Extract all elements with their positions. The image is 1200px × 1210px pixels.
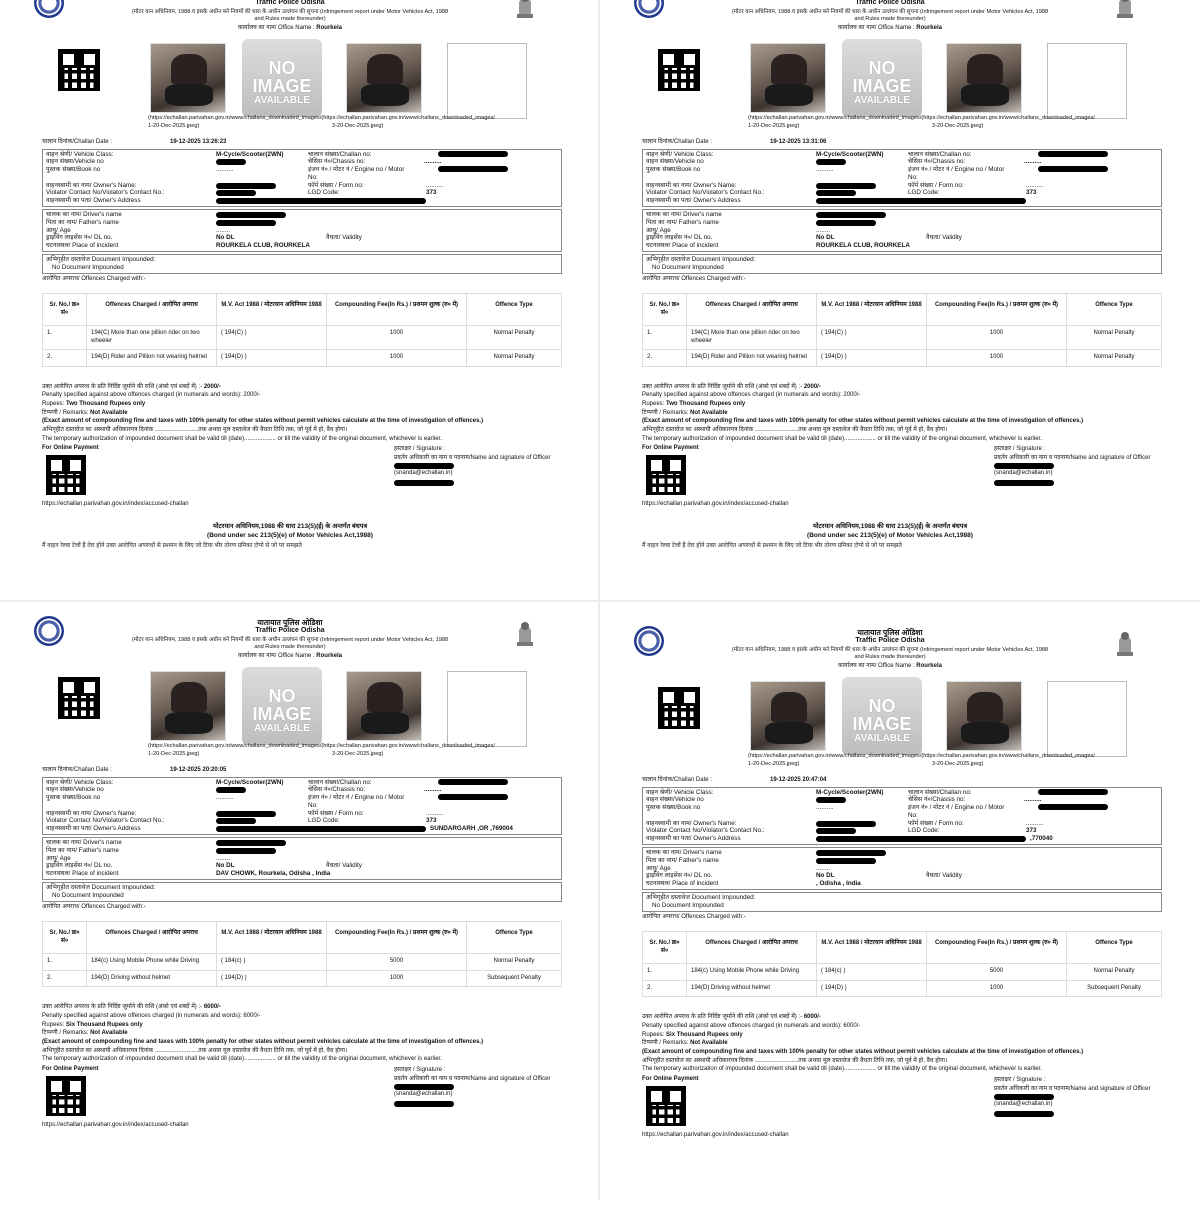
- offence-type: Normal Penalty: [467, 954, 562, 971]
- offences-label: आरोपित अपराध/ Offences Charged with:-: [642, 275, 746, 282]
- vehicle-owner-box: वाहन श्रेणी/ Vehicle Class: M-Cycle/Scooter(2WN) चालान संख्या/Challan no: वाहन संख्या/Vehicle no चेसिस नं०/Chassis no: .......... पुस्तक संख्या/Book no .......... इंजन नं० / मोटर नं / Engine no / Motor No: वाहनस्वामी का नाम/ Owner's Name: फॉर्म संख्या / Form no: .......... Violator Contact No/Violator's Contact No.: LGD Code: 373 वाहनस्वामी का पता/ Owner's Address ,770040: [642, 787, 1162, 846]
- offence-act: ( 194(D) ): [817, 980, 927, 997]
- offence-fee: 5000: [927, 964, 1067, 981]
- offences-label: आरोपित अपराध/ Offences Charged with:-: [42, 275, 146, 282]
- image-url-caption: (https://echallan.parivahan.gov.in/www/challans_downloaded_images/(https://echallan.parivahan.gov.in/www/challans_downloaded_images/: [748, 114, 1095, 121]
- offence-off: 184(c) Using Mobile Phone while Driving: [87, 954, 217, 971]
- evidence-images: [10, 39, 570, 129]
- redacted-officer: [994, 1094, 1054, 1100]
- officer-signature: हस्ताक्षर / Signature : प्रवर्तन अधिकारी का नाम व पदनाम/Name and signature of Officer (snanda@echallan.in): [994, 1076, 1150, 1115]
- offence-type: Normal Penalty: [467, 350, 562, 367]
- national-emblem-icon: [514, 0, 536, 20]
- driver-box: चालक का नाम/ Driver's name पिता का नाम/ Father's name आयु/ Age ........ ड्राइविंग लाइसेंस नं०/ DL no. No DL वैधता/ Validity घटनास्थल/ Place of incident ROURKELA CLUB, ROURKELA: [642, 209, 1162, 252]
- challan-header: [10, 610, 570, 652]
- redacted-signature: [394, 1101, 454, 1107]
- redacted-contact: [216, 190, 256, 196]
- offence-row: [643, 350, 1162, 367]
- online-payment-label: For Online Payment: [42, 445, 99, 452]
- image-file-1: 1-20-Dec-2025.jpeg): [748, 760, 800, 767]
- redacted-father: [216, 848, 276, 854]
- payment-qr-icon[interactable]: [646, 455, 686, 495]
- image-url-caption: (https://echallan.parivahan.gov.in/www/challans_downloaded_images/(https://echallan.parivahan.gov.in/www/challans_downloaded_images/: [148, 742, 495, 749]
- qr-code-icon: [658, 687, 700, 729]
- title-english: Traffic Police Odisha: [255, 627, 325, 635]
- payment-section: [42, 1066, 570, 1136]
- header-subtitle: (मोटर यान अधिनियम, 1988 व इसके अधीन बने नियमों की धारा के अधीन उल्लंघन की सूचना (Infringement report under Motor Vehicles Act, 1988 and Rules made thereunder): [731, 647, 1049, 661]
- offence-sr: 1.: [643, 964, 687, 981]
- image-url-caption: (https://echallan.parivahan.gov.in/www/challans_downloaded_images/(https://echallan.parivahan.gov.in/www/challans_downloaded_images/: [748, 752, 1095, 759]
- image-file-2: 3-20-Dec-2025.jpeg): [932, 760, 984, 767]
- redacted-challan-no: [1038, 151, 1108, 157]
- image-file-2: 3-20-Dec-2025.jpeg): [932, 122, 984, 129]
- payment-section: [642, 445, 1170, 515]
- redacted-signature: [994, 1111, 1054, 1117]
- redacted-officer: [394, 1084, 454, 1090]
- bond-title: मोटरयान अधिनियम,1988 की धारा 213(5)(ई) के अन्तर्गत बंधपत्र (Bond under sec 213(5)(e) of Motor Vehicles Act,1988): [807, 523, 973, 540]
- offence-off: 194(C) More than one pillion rider on two wheeler: [687, 326, 817, 350]
- offence-off: 184(c) Using Mobile Phone while Driving: [687, 964, 817, 981]
- online-payment-label: For Online Payment: [642, 1075, 699, 1082]
- offence-act: ( 194(D) ): [217, 970, 327, 987]
- payment-section: [642, 1076, 1170, 1146]
- challan-header: [610, 620, 1170, 662]
- redacted-contact: [816, 828, 856, 834]
- odisha-police-logo-icon: [634, 626, 664, 656]
- redacted-engine-no: [1038, 804, 1108, 810]
- redacted-engine-no: [438, 794, 508, 800]
- offence-row: [43, 326, 562, 350]
- title-hindi: यातायात पुलिस ओडिशा: [857, 628, 923, 637]
- payment-qr-icon[interactable]: [646, 1086, 686, 1126]
- title-hindi: यातायात पुलिस ओडिशा: [257, 618, 323, 627]
- header-subtitle: (मोटर यान अधिनियम, 1988 व इसके अधीन बने नियमों की धारा के अधीन उल्लंघन की सूचना (Infringement report under Motor Vehicles Act, 1988 and Rules made thereunder): [131, 637, 449, 651]
- broken-image-box: [447, 671, 527, 747]
- redacted-contact: [816, 190, 856, 196]
- offence-act: ( 194(C) ): [217, 326, 327, 350]
- redacted-vehicle-no: [216, 159, 246, 165]
- officer-signature: हस्ताक्षर / Signature : प्रवर्तन अधिकारी का नाम व पदनाम/Name and signature of Officer (snanda@echallan.in): [394, 1066, 550, 1105]
- redacted-driver: [216, 840, 286, 846]
- vehicle-owner-box: वाहन श्रेणी/ Vehicle Class: M-Cycle/Scooter(2WN) चालान संख्या/Challan no: वाहन संख्या/Vehicle no चेसिस नं०/Chassis no: .......... पुस्तक संख्या/Book no .......... इंजन नं० / मोटर नं / Engine no / Motor No: वाहनस्वामी का नाम/ Owner's Name: फॉर्म संख्या / Form no: .......... Violator Contact No/Violator's Contact No.: LGD Code: 373 वाहनस्वामी का पता/ Owner's Address: [642, 149, 1162, 208]
- redacted-vehicle-no: [816, 159, 846, 165]
- offences-label: आरोपित अपराध/ Offences Charged with:-: [42, 903, 146, 910]
- impounded-box: अभिगृहीत दस्तावेज Document Impounded: No Document Impounded: [42, 254, 562, 274]
- offence-sr: 1.: [43, 954, 87, 971]
- challan-page-3: [10, 610, 570, 1200]
- title-english: Traffic Police Odisha: [855, 0, 925, 7]
- office-name: कार्यालय का नाम/ Office Name : Rourkela: [838, 25, 942, 31]
- evidence-images: [610, 677, 1170, 767]
- redacted-engine-no: [1038, 166, 1108, 172]
- redacted-officer: [994, 463, 1054, 469]
- offence-row: [643, 980, 1162, 997]
- offence-type: Subsequent Penalty: [467, 970, 562, 987]
- evidence-images: [610, 39, 1170, 129]
- offence-off: 194(D) Rider and Pillion not wearing helmet: [87, 350, 217, 367]
- offence-act: ( 184(c) ): [817, 964, 927, 981]
- payment-url-link[interactable]: https://echallan.parivahan.gov.in/index/accused-challan: [642, 501, 789, 508]
- violation-photo-2: [946, 681, 1022, 751]
- redacted-father: [216, 220, 276, 226]
- violation-photo-1: [750, 43, 826, 113]
- penalty-summary: उक्त आरोपित अपराध के प्रति निर्दिष्ट जुर्माने की राशि (अंको एवं शब्दों में) :- 6000/- Penalty specified against above offences charged (in numerals and words): 6000/- Rupees: Six Thousand Rupees only टिप्पणी / Remarks: Not Available (Exact amount of compounding fine and taxes with 100% penalty for other states without permit vehicles calculate at the time of investigation of offences.) अभिगृहीत दस्तावेज का अस्थायी अधिकारपत्र दिनांक ..........................तक अथवा मूल दस्तावेज की वैधता तिथि तक, जो पूर्व में हो, वैध होगा। The temporary authorization of impounded document shall be valid till (date)................... or till the validity of the original document, whichever is earlier.: [642, 1014, 1084, 1073]
- qr-code-icon: [658, 49, 700, 91]
- offences-table: Sr. No./ क्र० सं० Offences Charged / आरोपित अपराध M.V. Act 1988 / मोटरयान अधिनियम 1988 Compounding Fee(In Rs.) / प्रशमन शुल्क (रु० में) Offence Type 1. 184(c) Using Mobile Phone while Driving ( 184(c) ) 5000 Normal Penalty 2. 194(D) Driving without helmet ( 194(D) ) 1000 Subsequent Penalty: [642, 931, 1162, 997]
- payment-section: [42, 445, 570, 515]
- qr-code-icon: [58, 677, 100, 719]
- redacted-engine-no: [438, 166, 508, 172]
- national-emblem-icon: [1114, 0, 1136, 20]
- offence-fee: 1000: [927, 326, 1067, 350]
- payment-url-link[interactable]: https://echallan.parivahan.gov.in/index/accused-challan: [42, 501, 189, 508]
- offences-label: आरोपित अपराध/ Offences Charged with:-: [642, 913, 746, 920]
- challan-page-2: [610, 0, 1170, 590]
- no-image-placeholder: NO IMAGE AVAILABLE: [842, 677, 922, 755]
- offence-act: ( 184(c) ): [217, 954, 327, 971]
- broken-image-box: [1047, 43, 1127, 119]
- office-name: कार्यालय का नाम/ Office Name : Rourkela: [838, 663, 942, 669]
- driver-box: चालक का नाम/ Driver's name पिता का नाम/ Father's name आयु/ Age ........ ड्राइविंग लाइसेंस नं०/ DL no. No DL वैधता/ Validity घटनास्थल/ Place of incident , Odisha , India: [642, 847, 1162, 890]
- payment-url-link[interactable]: https://echallan.parivahan.gov.in/index/accused-challan: [642, 1131, 789, 1138]
- violation-photo-1: [150, 671, 226, 741]
- no-image-placeholder: NO IMAGE AVAILABLE: [242, 667, 322, 745]
- redacted-challan-no: [438, 151, 508, 157]
- redacted-address: [816, 836, 1026, 842]
- offences-table: Sr. No./ क्र० सं० Offences Charged / आरोपित अपराध M.V. Act 1988 / मोटरयान अधिनियम 1988 Compounding Fee(In Rs.) / प्रशमन शुल्क (रु० में) Offence Type 1. 184(c) Using Mobile Phone while Driving ( 184(c) ) 5000 Normal Penalty 2. 194(D) Driving without helmet ( 194(D) ) 1000 Subsequent Penalty: [42, 921, 562, 987]
- offence-sr: 2.: [43, 970, 87, 987]
- header-subtitle: (मोटर यान अधिनियम, 1988 व इसके अधीन बने नियमों की धारा के अधीन उल्लंघन की सूचना (Infringement report under Motor Vehicles Act, 1988 and Rules made thereunder): [131, 9, 449, 23]
- violation-photo-1: [150, 43, 226, 113]
- online-payment-label: For Online Payment: [642, 445, 699, 452]
- redacted-driver: [816, 212, 886, 218]
- driver-box: चालक का नाम/ Driver's name पिता का नाम/ Father's name आयु/ Age ........ ड्राइविंग लाइसेंस नं०/ DL no. No DL वैधता/ Validity घटनास्थल/ Place of incident ROURKELA CLUB, ROURKELA: [42, 209, 562, 252]
- horizontal-divider: [0, 600, 1200, 602]
- payment-qr-icon[interactable]: [46, 455, 86, 495]
- offence-sr: 2.: [643, 980, 687, 997]
- redacted-owner-name: [816, 183, 876, 189]
- challan-date: चालान दिनांक/Challan Date : 19-12-2025 13:31:06: [642, 138, 827, 145]
- offence-type: Subsequent Penalty: [1067, 980, 1162, 997]
- challan-page-4: [610, 620, 1170, 1210]
- redacted-vehicle-no: [216, 787, 246, 793]
- vehicle-owner-box: वाहन श्रेणी/ Vehicle Class: M-Cycle/Scooter(2WN) चालान संख्या/Challan no: वाहन संख्या/Vehicle no चेसिस नं०/Chassis no: .......... पुस्तक संख्या/Book no .......... इंजन नं० / मोटर नं / Engine no / Motor No: वाहनस्वामी का नाम/ Owner's Name: फॉर्म संख्या / Form no: .......... Violator Contact No/Violator's Contact No.: LGD Code: 373 वाहनस्वामी का पता/ Owner's Address: [42, 149, 562, 208]
- header-subtitle: (मोटर यान अधिनियम, 1988 व इसके अधीन बने नियमों की धारा के अधीन उल्लंघन की सूचना (Infringement report under Motor Vehicles Act, 1988 and Rules made thereunder): [731, 9, 1049, 23]
- payment-url-link[interactable]: https://echallan.parivahan.gov.in/index/accused-challan: [42, 1121, 189, 1128]
- offence-row: [43, 970, 562, 987]
- offence-type: Normal Penalty: [1067, 350, 1162, 367]
- offence-sr: 2.: [43, 350, 87, 367]
- image-file-2: 3-20-Dec-2025.jpeg): [332, 750, 384, 757]
- redacted-owner-name: [216, 811, 276, 817]
- image-file-1: 1-20-Dec-2025.jpeg): [148, 122, 200, 129]
- image-file-1: 1-20-Dec-2025.jpeg): [748, 122, 800, 129]
- redacted-address: [816, 198, 1026, 204]
- redacted-signature: [994, 480, 1054, 486]
- broken-image-box: [447, 43, 527, 119]
- offence-off: 194(D) Rider and Pillion not wearing helmet: [687, 350, 817, 367]
- challan-date: चालान दिनांक/Challan Date : 19-12-2025 20:47:04: [642, 776, 827, 783]
- impounded-box: अभिगृहीत दस्तावेज Document Impounded: No Document Impounded: [42, 882, 562, 902]
- offence-fee: 1000: [327, 326, 467, 350]
- challan-page-1: [10, 0, 570, 590]
- title-english: Traffic Police Odisha: [255, 0, 325, 7]
- offence-act: ( 194(D) ): [817, 350, 927, 367]
- challan-header: [610, 0, 1170, 24]
- challan-date: चालान दिनांक/Challan Date : 19-12-2025 20:20:05: [42, 766, 227, 773]
- offence-type: Normal Penalty: [1067, 326, 1162, 350]
- image-file-1: 1-20-Dec-2025.jpeg): [148, 750, 200, 757]
- impounded-box: अभिगृहीत दस्तावेज Document Impounded: No Document Impounded: [642, 892, 1162, 912]
- vehicle-owner-box: वाहन श्रेणी/ Vehicle Class: M-Cycle/Scooter(2WN) चालान संख्या/Challan no: वाहन संख्या/Vehicle no चेसिस नं०/Chassis no: .......... पुस्तक संख्या/Book no .......... इंजन नं० / मोटर नं / Engine no / Motor No: वाहनस्वामी का नाम/ Owner's Name: फॉर्म संख्या / Form no: .......... Violator Contact No/Violator's Contact No.: LGD Code: 373 वाहनस्वामी का पता/ Owner's Address SUNDARGARH ,OR ,769004: [42, 777, 562, 836]
- qr-code-icon: [58, 49, 100, 91]
- impounded-box: अभिगृहीत दस्तावेज Document Impounded: No Document Impounded: [642, 254, 1162, 274]
- no-image-placeholder: NO IMAGE AVAILABLE: [842, 39, 922, 117]
- offence-act: ( 194(C) ): [817, 326, 927, 350]
- offence-sr: 1.: [643, 326, 687, 350]
- offence-type: Normal Penalty: [467, 326, 562, 350]
- redacted-driver: [216, 212, 286, 218]
- penalty-summary: उक्त आरोपित अपराध के प्रति निर्दिष्ट जुर्माने की राशि (अंको एवं शब्दों में) :- 6000/- Penalty specified against above offences charged (in numerals and words): 6000/- Rupees: Six Thousand Rupees only टिप्पणी / Remarks: Not Available (Exact amount of compounding fine and taxes with 100% penalty for other states without permit vehicles calculate at the time of investigation of offences.) अभिगृहीत दस्तावेज का अस्थायी अधिकारपत्र दिनांक ..........................तक अथवा मूल दस्तावेज की वैधता तिथि तक, जो पूर्व में हो, वैध होगा। The temporary authorization of impounded document shall be valid till (date)................... or till the validity of the original document, whichever is earlier.: [42, 1004, 484, 1063]
- offence-act: ( 194(D) ): [217, 350, 327, 367]
- penalty-summary: उक्त आरोपित अपराध के प्रति निर्दिष्ट जुर्माने की राशि (अंको एवं शब्दों में) :- 2000/- Penalty specified against above offences charged (in numerals and words): 2000/- Rupees: Two Thousand Rupees only टिप्पणी / Remarks: Not Available (Exact amount of compounding fine and taxes with 100% penalty for other states without permit vehicles calculate at the time of investigation of offences.) अभिगृहीत दस्तावेज का अस्थायी अधिकारपत्र दिनांक ..........................तक अथवा मूल दस्तावेज की वैधता तिथि तक, जो पूर्व में हो, वैध होगा। The temporary authorization of impounded document shall be valid till (date)................... or till the validity of the original document, whichever is earlier.: [642, 383, 1084, 442]
- redacted-challan-no: [438, 779, 508, 785]
- odisha-police-logo-icon: [34, 616, 64, 646]
- offence-off: 194(D) Driving without helmet: [87, 970, 217, 987]
- national-emblem-icon: [1114, 626, 1136, 658]
- offence-type: Normal Penalty: [1067, 964, 1162, 981]
- bond-text: मैं वाहन रेल्वा टेलों हैं तेरा होने उक्त आरोपित अपराधों से प्रशमन के लिए जो टिया भीर तोरण प्रमिका टोपो से जो पर समझते: [42, 543, 302, 549]
- offence-sr: 1.: [43, 326, 87, 350]
- office-name: कार्यालय का नाम/ Office Name : Rourkela: [238, 653, 342, 659]
- officer-signature: हस्ताक्षर / Signature : प्रवर्तन अधिकारी का नाम व पदनाम/Name and signature of Officer (snanda@echallan.in): [994, 445, 1150, 484]
- officer-signature: हस्ताक्षर / Signature : प्रवर्तन अधिकारी का नाम व पदनाम/Name and signature of Officer (snanda@echallan.in): [394, 445, 550, 484]
- offence-row: [43, 954, 562, 971]
- redacted-owner-name: [816, 821, 876, 827]
- payment-qr-icon[interactable]: [46, 1076, 86, 1116]
- no-image-placeholder: NO IMAGE AVAILABLE: [242, 39, 322, 117]
- offence-row: [643, 326, 1162, 350]
- offence-sr: 2.: [643, 350, 687, 367]
- evidence-images: [10, 667, 570, 757]
- offence-fee: 1000: [927, 980, 1067, 997]
- bond-title: मोटरयान अधिनियम,1988 की धारा 213(5)(ई) के अन्तर्गत बंधपत्र (Bond under sec 213(5)(e) of Motor Vehicles Act,1988): [207, 523, 373, 540]
- redacted-address: [216, 826, 426, 832]
- driver-box: चालक का नाम/ Driver's name पिता का नाम/ Father's name आयु/ Age ........ ड्राइविंग लाइसेंस नं०/ DL no. No DL वैधता/ Validity घटनास्थल/ Place of incident DAV CHOWK, Rourkela, Odisha , India: [42, 837, 562, 880]
- penalty-summary: उक्त आरोपित अपराध के प्रति निर्दिष्ट जुर्माने की राशि (अंको एवं शब्दों में) :- 2000/- Penalty specified against above offences charged (in numerals and words): 2000/- Rupees: Two Thousand Rupees only टिप्पणी / Remarks: Not Available (Exact amount of compounding fine and taxes with 100% penalty for other states without permit vehicles calculate at the time of investigation of offences.) अभिगृहीत दस्तावेज का अस्थायी अधिकारपत्र दिनांक ..........................तक अथवा मूल दस्तावेज की वैधता तिथि तक, जो पूर्व में हो, वैध होगा। The temporary authorization of impounded document shall be valid till (date)................... or till the validity of the original document, whichever is earlier.: [42, 383, 484, 442]
- redacted-signature: [394, 480, 454, 486]
- image-file-2: 3-20-Dec-2025.jpeg): [332, 122, 384, 129]
- bond-text: मैं वाहन रेल्वा टेलों हैं तेरा होने उक्त आरोपित अपराधों से प्रशमन के लिए जो टिया भीर तोरण प्रमिका टोपो से जो पर समझते: [642, 543, 902, 549]
- online-payment-label: For Online Payment: [42, 1065, 99, 1072]
- redacted-father: [816, 220, 876, 226]
- redacted-officer: [394, 463, 454, 469]
- redacted-vehicle-no: [816, 797, 846, 803]
- redacted-driver: [816, 850, 886, 856]
- offence-fee: 1000: [327, 350, 467, 367]
- offence-off: 194(D) Driving without helmet: [687, 980, 817, 997]
- violation-photo-1: [750, 681, 826, 751]
- offence-off: 194(C) More than one pillion rider on two wheeler: [87, 326, 217, 350]
- title-english: Traffic Police Odisha: [855, 637, 925, 645]
- redacted-father: [816, 858, 876, 864]
- offences-table: Sr. No./ क्र० सं० Offences Charged / आरोपित अपराध M.V. Act 1988 / मोटरयान अधिनियम 1988 Compounding Fee(In Rs.) / प्रशमन शुल्क (रु० में) Offence Type 1. 194(C) More than one pillion rider on two wheeler ( 194(C) ) 1000 Normal Penalty 2. 194(D) Rider and Pillion not wearing helmet ( 194(D) ) 1000 Normal Penalty: [42, 293, 562, 367]
- offence-fee: 1000: [327, 970, 467, 987]
- violation-photo-2: [346, 671, 422, 741]
- challan-date: चालान दिनांक/Challan Date : 19-12-2025 13:26:23: [42, 138, 227, 145]
- redacted-address: [216, 198, 426, 204]
- redacted-contact: [216, 818, 256, 824]
- offences-table: Sr. No./ क्र० सं० Offences Charged / आरोपित अपराध M.V. Act 1988 / मोटरयान अधिनियम 1988 Compounding Fee(In Rs.) / प्रशमन शुल्क (रु० में) Offence Type 1. 194(C) More than one pillion rider on two wheeler ( 194(C) ) 1000 Normal Penalty 2. 194(D) Rider and Pillion not wearing helmet ( 194(D) ) 1000 Normal Penalty: [642, 293, 1162, 367]
- violation-photo-2: [946, 43, 1022, 113]
- redacted-owner-name: [216, 183, 276, 189]
- offence-row: [43, 350, 562, 367]
- redacted-challan-no: [1038, 789, 1108, 795]
- offence-fee: 5000: [327, 954, 467, 971]
- broken-image-box: [1047, 681, 1127, 757]
- violation-photo-2: [346, 43, 422, 113]
- national-emblem-icon: [514, 616, 536, 648]
- challan-header: [10, 0, 570, 24]
- image-url-caption: (https://echallan.parivahan.gov.in/www/challans_downloaded_images/(https://echallan.parivahan.gov.in/www/challans_downloaded_images/: [148, 114, 495, 121]
- offence-row: [643, 964, 1162, 981]
- office-name: कार्यालय का नाम/ Office Name : Rourkela: [238, 25, 342, 31]
- offence-fee: 1000: [927, 350, 1067, 367]
